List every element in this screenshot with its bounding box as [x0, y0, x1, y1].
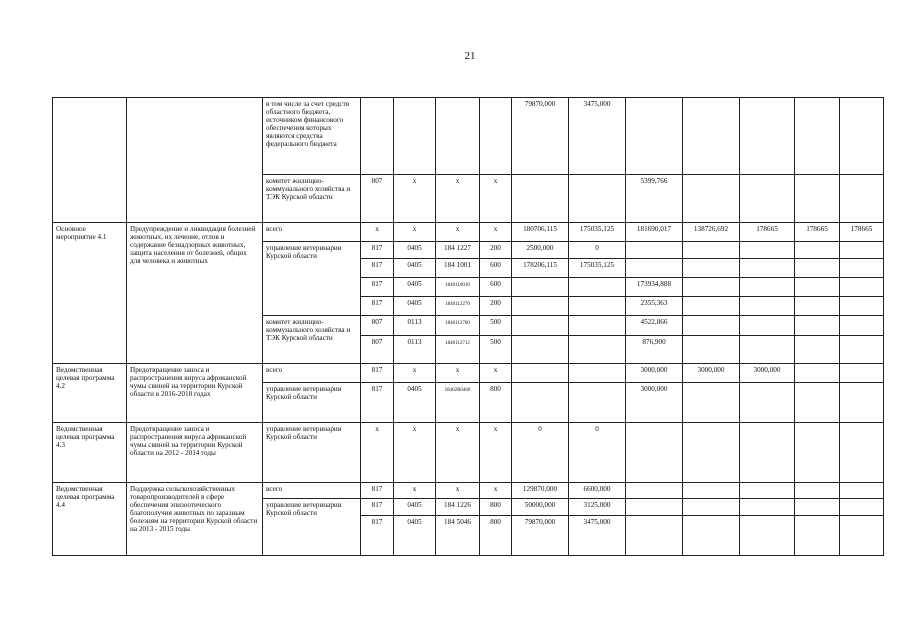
value-cell: 79870,000 — [512, 516, 569, 556]
table-row: управление ветеринарии Курской области 817 0405 184 1226 800 50000,000 3125,000 — [53, 499, 884, 516]
value-cell: 3475,000 — [569, 516, 626, 556]
table-row: 817 0405 184 1001 600 178206,115 175035,125 — [53, 259, 884, 278]
program-name: Ведомственная целевая программа 4.3 — [53, 423, 127, 483]
program-title: Предупреждение и ликвидация болезней животных, их лечение, отлов и содержание безнадзорных животных, защита населения от болезней, общих для человека и животных — [127, 223, 263, 364]
value-cell: 129870,000 — [512, 483, 569, 499]
value-cell: 876,900 — [626, 336, 683, 364]
value-cell: 180706,115 — [512, 223, 569, 242]
value-cell: 178206,115 — [512, 259, 569, 278]
value-cell: 3000,000 — [626, 383, 683, 423]
value-cell: 2500,000 — [512, 242, 569, 259]
value-cell: 5399,766 — [626, 175, 683, 223]
table-row: Ведомственная целевая программа 4.3 Предотвращение заноса и распространения вируса африканской чумы свиней на территории Курской области на 2012 - 2014 годы управление ветеринарии Курской области x x x x 0 0 — [53, 423, 884, 483]
program-title: Поддержка сельскохозяйственных товаропроизводителей в сфере обеспечения эпизоотического благополучия животных по заразным болезням на территории Курской области на 2013 - 2015 годы — [127, 483, 263, 556]
page-number: 21 — [464, 50, 476, 62]
org-label: управление ветеринарии Курской области — [263, 242, 361, 316]
value-cell: 0 — [569, 423, 626, 483]
csr-code: 1840110010 — [445, 283, 470, 288]
value-cell: 3000,000 — [626, 364, 683, 383]
value-cell: 181690,017 — [626, 223, 683, 242]
csr-cell: x — [436, 175, 480, 223]
table-row: Ведомственная целевая программа 4.4 Поддержка сельскохозяйственных товаропроизводителей в сфере обеспечения эпизоотического благополучия животных по заразным болезням на территории Курской области на 2013 - 2015 годы всего 817 x x x 129870,000 6600,000 — [53, 483, 884, 499]
source-label: в том числе за счет средств областного бюджета, источником финансового обеспечения которых являются средства федерального бюджета — [263, 98, 361, 175]
table-row: комитет жилищно-коммунального хозяйства и ТЭК Курской области 807 0113 1840112700 500 4522,866 — [53, 316, 884, 336]
value-cell: 3000,000 — [740, 364, 795, 383]
program-name: Основное мероприятие 4.1 — [53, 223, 127, 364]
value-cell: 173934,888 — [626, 278, 683, 297]
table-row: управление ветеринарии Курской области 817 0405 18402R0460 800 3000,000 — [53, 383, 884, 423]
total-label: всего — [263, 223, 361, 242]
value-cell: 0 — [512, 423, 569, 483]
value-cell: 178665 — [795, 223, 840, 242]
program-name: Ведомственная целевая программа 4.2 — [53, 364, 127, 423]
total-label: всего — [263, 364, 361, 383]
csr-code: 18402R0460 — [444, 388, 471, 393]
csr-code: 1840112700 — [445, 321, 470, 326]
org-label: управление ветеринарии Курской области — [263, 383, 361, 423]
value-cell: 50000,000 — [512, 499, 569, 516]
csr-code: 1840112712 — [445, 341, 470, 346]
value-cell: 3000,000 — [683, 364, 740, 383]
value-cell: 3475,000 — [569, 98, 626, 175]
total-label: всего — [263, 483, 361, 499]
org-label: комитет жилищно-коммунального хозяйства и ТЭК Курской области — [263, 175, 361, 223]
table-row: Основное мероприятие 4.1 Предупреждение и ликвидация болезней животных, их лечение, отлов и содержание безнадзорных животных, защита населения от болезней, общих для человека и животных всего x x x x 180706,115 175035,125 181690,017 138726,692 178665 178665 178665 — [53, 223, 884, 242]
table-row: 817 0405 184 5046 800 79870,000 3475,000 — [53, 516, 884, 556]
vr-cell: x — [480, 175, 512, 223]
csr-code: 1840112270 — [445, 302, 470, 307]
value-cell: 175035,125 — [569, 223, 626, 242]
table-row: 817 0405 1840112270 200 2355,363 — [53, 297, 884, 316]
value-cell: 4522,866 — [626, 316, 683, 336]
value-cell: 6600,000 — [569, 483, 626, 499]
glava-cell: 807 — [361, 175, 394, 223]
value-cell: 138726,692 — [683, 223, 740, 242]
table-row: 807 0113 1840112712 500 876,900 — [53, 336, 884, 364]
table-row: управление ветеринарии Курской области 817 0405 184 1227 200 2500,000 0 — [53, 242, 884, 259]
value-cell: 178665 — [840, 223, 884, 242]
program-title: Предотвращение заноса и распространения вируса африканской чумы свиней на территории Курской области на 2012 - 2014 годы — [127, 423, 263, 483]
rzpr-cell: x — [394, 175, 436, 223]
table-row: 817 0405 1840110010 600 173934,888 — [53, 278, 884, 297]
budget-table — [52, 97, 884, 556]
program-title: Предотвращение заноса и распространения вируса африканской чумы свиней на территории Курской области в 2016-2018 годах — [127, 364, 263, 423]
org-label: управление ветеринарии Курской области — [263, 499, 361, 556]
value-cell: 79870,000 — [512, 98, 569, 175]
table-row — [53, 98, 884, 175]
program-name: Ведомственная целевая программа 4.4 — [53, 483, 127, 556]
value-cell: 175035,125 — [569, 259, 626, 278]
table-row: Ведомственная целевая программа 4.2 Предотвращение заноса и распространения вируса африканской чумы свиней на территории Курской области в 2016-2018 годах всего 817 x x x 3000,000 3000,000 3000,000 — [53, 364, 884, 383]
value-cell: 2355,363 — [626, 297, 683, 316]
value-cell: 0 — [569, 242, 626, 259]
org-label: управление ветеринарии Курской области — [263, 423, 361, 483]
org-label: комитет жилищно-коммунального хозяйства и ТЭК Курской области — [263, 316, 361, 364]
value-cell: 3125,000 — [569, 499, 626, 516]
value-cell: 178665 — [740, 223, 795, 242]
